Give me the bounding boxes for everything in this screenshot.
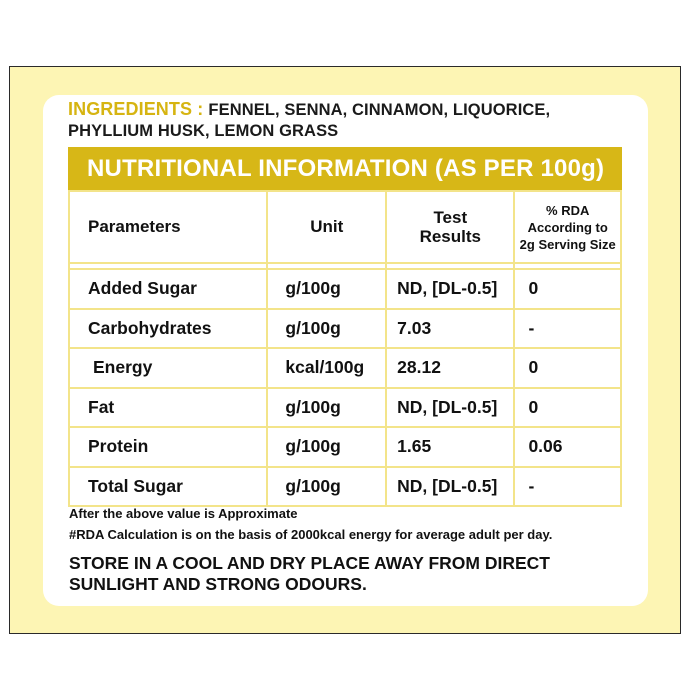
cell-unit: g/100g xyxy=(267,269,386,309)
header-rda xyxy=(514,191,621,263)
cell-result: ND, [DL-0.5] xyxy=(386,388,514,428)
nutrition-table xyxy=(68,190,622,507)
cell-rda: 0.06 xyxy=(514,427,621,467)
header-test-line2: Results xyxy=(419,227,481,246)
table-row xyxy=(69,427,621,467)
cell-result: 7.03 xyxy=(386,309,514,349)
cell-rda: - xyxy=(514,309,621,349)
cell-parameter: Total Sugar xyxy=(69,467,267,507)
ingredients-text xyxy=(68,99,628,142)
ingredients-list: FENNEL, SENNA, CINNAMON, LIQUORICE, PHYLLIUM HUSK, LEMON GRASS xyxy=(68,101,551,140)
table-row xyxy=(69,467,621,507)
header-test-results xyxy=(386,191,514,263)
cell-parameter: Carbohydrates xyxy=(69,309,267,349)
cell-rda: - xyxy=(514,467,621,507)
storage-instructions: STORE IN A COOL AND DRY PLACE AWAY FROM DIRECT SUNLIGHT AND STRONG ODOURS. xyxy=(69,553,550,594)
header-parameters: Parameters xyxy=(69,191,267,263)
header-rda-line2: According to xyxy=(527,219,608,235)
cell-result: 1.65 xyxy=(386,427,514,467)
table-header-row xyxy=(69,191,621,263)
table-row xyxy=(69,309,621,349)
header-rda-line1: % RDA xyxy=(546,202,590,218)
table-row xyxy=(69,388,621,428)
cell-parameter: Added Sugar xyxy=(69,269,267,309)
header-test-line1: Test xyxy=(433,208,468,227)
approximate-note: After the above value is Approximate xyxy=(69,506,298,521)
cell-unit: g/100g xyxy=(267,309,386,349)
cell-unit: g/100g xyxy=(267,388,386,428)
cell-parameter-wrap xyxy=(69,348,267,388)
cell-rda: 0 xyxy=(514,269,621,309)
cell-unit: kcal/100g xyxy=(267,348,386,388)
header-rda-line3: 2g Serving Size xyxy=(519,236,616,252)
cell-parameter: Fat xyxy=(69,388,267,428)
cell-result: ND, [DL-0.5] xyxy=(386,467,514,507)
table-row xyxy=(69,269,621,309)
rda-note: #RDA Calculation is on the basis of 2000kcal energy for average adult per day. xyxy=(69,527,553,542)
cell-result: 28.12 xyxy=(386,348,514,388)
cell-result: ND, [DL-0.5] xyxy=(386,269,514,309)
cell-rda: 0 xyxy=(514,348,621,388)
cell-parameter: Energy xyxy=(93,357,153,378)
cell-rda: 0 xyxy=(514,388,621,428)
ingredients-label: INGREDIENTS : xyxy=(68,99,209,119)
header-unit: Unit xyxy=(267,191,386,263)
nutrition-title: NUTRITIONAL INFORMATION (AS PER 100g) xyxy=(68,147,622,190)
table-row xyxy=(69,348,621,388)
cell-unit: g/100g xyxy=(267,427,386,467)
cell-parameter: Protein xyxy=(69,427,267,467)
cell-unit: g/100g xyxy=(267,467,386,507)
